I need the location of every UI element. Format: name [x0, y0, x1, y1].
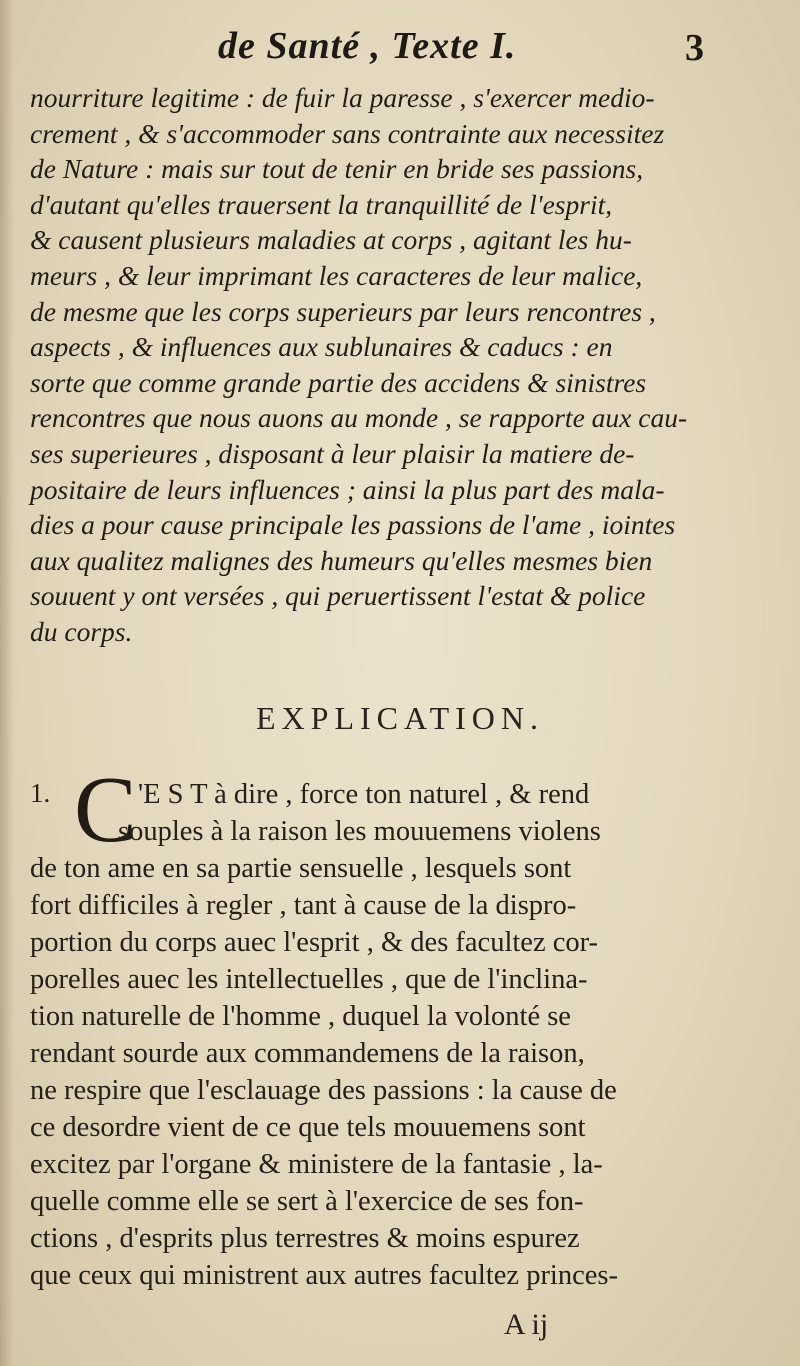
text-line: d'autant qu'elles trauersent la tranquillité de l'esprit,: [30, 188, 613, 220]
section-heading: EXPLICATION.: [256, 700, 544, 736]
text-line: porelles auec les intellectuelles , que de l'inclina-: [30, 964, 588, 995]
text-line: que ceux qui ministrent aux autres facultez princes-: [30, 1260, 618, 1291]
paragraph-number: 1.: [30, 778, 51, 808]
page-number: 3: [685, 27, 704, 69]
text-line: de mesme que les corps superieurs par leurs rencontres ,: [30, 295, 656, 327]
text-line: fort difficiles à regler , tant à cause de la dispro-: [30, 890, 577, 921]
text-line: 'E S T à dire , force ton naturel , & rend: [138, 779, 590, 810]
text-line: & causent plusieurs maladies at corps , agitant les hu-: [30, 224, 632, 256]
text-line: positaire de leurs influences ; ainsi la plus part des mala-: [30, 473, 665, 505]
drop-capital: C: [74, 758, 137, 862]
text-line: de Nature : mais sur tout de tenir en bride ses passions,: [30, 153, 644, 185]
text-line: quelle comme elle se sert à l'exercice de ses fon-: [30, 1186, 584, 1217]
text-line: nourriture legitime : de fuir la paresse , s'exercer medio-: [30, 82, 655, 113]
text-line: rendant sourde aux commandemens de la raison,: [30, 1038, 585, 1069]
text-line: ce desordre vient de ce que tels mouuemens sont: [30, 1112, 586, 1143]
page-gutter-shadow: [0, 0, 14, 1366]
text-line: sorte que comme grande partie des accidens & sinistres: [30, 366, 647, 398]
italic-text-paragraph: [30, 80, 720, 650]
text-line: excitez par l'organe & ministere de la fantasie , la-: [30, 1149, 603, 1180]
text-line: tion naturelle de l'homme , duquel la volonté se: [30, 1001, 571, 1032]
roman-text-paragraph: [30, 776, 720, 1294]
text-line: dies a pour cause principale les passions de l'ame , iointes: [30, 509, 676, 541]
running-head: de Santé , Texte I.: [218, 25, 517, 67]
text-line: souples à la raison les mouuemens violens: [118, 816, 601, 847]
signature-mark: A ij: [504, 1308, 549, 1341]
text-line: du corps.: [30, 615, 133, 647]
text-line: de ton ame en sa partie sensuelle , lesquels sont: [30, 853, 572, 884]
text-line: ctions , d'esprits plus terrestres & moins espurez: [30, 1223, 580, 1254]
text-line: meurs , & leur imprimant les caracteres de leur malice,: [30, 259, 643, 291]
text-line: aux qualitez malignes des humeurs qu'elles mesmes bien: [30, 544, 653, 576]
page-header: [0, 20, 800, 76]
text-line: portion du corps auec l'esprit , & des facultez cor-: [30, 927, 599, 958]
text-line: ses superieures , disposant à leur plaisir la matiere de-: [30, 437, 635, 469]
text-line: rencontres que nous auons au monde , se rapporte aux cau-: [30, 402, 688, 434]
text-line: souuent y ont versées , qui peruertissent l'estat & police: [30, 580, 646, 612]
text-line: ne respire que l'esclauage des passions : la cause de: [30, 1075, 617, 1106]
text-line: crement , & s'accommoder sans contrainte aux necessitez: [30, 117, 665, 149]
text-line: aspects , & influences aux sublunaires & caducs : en: [30, 331, 613, 363]
